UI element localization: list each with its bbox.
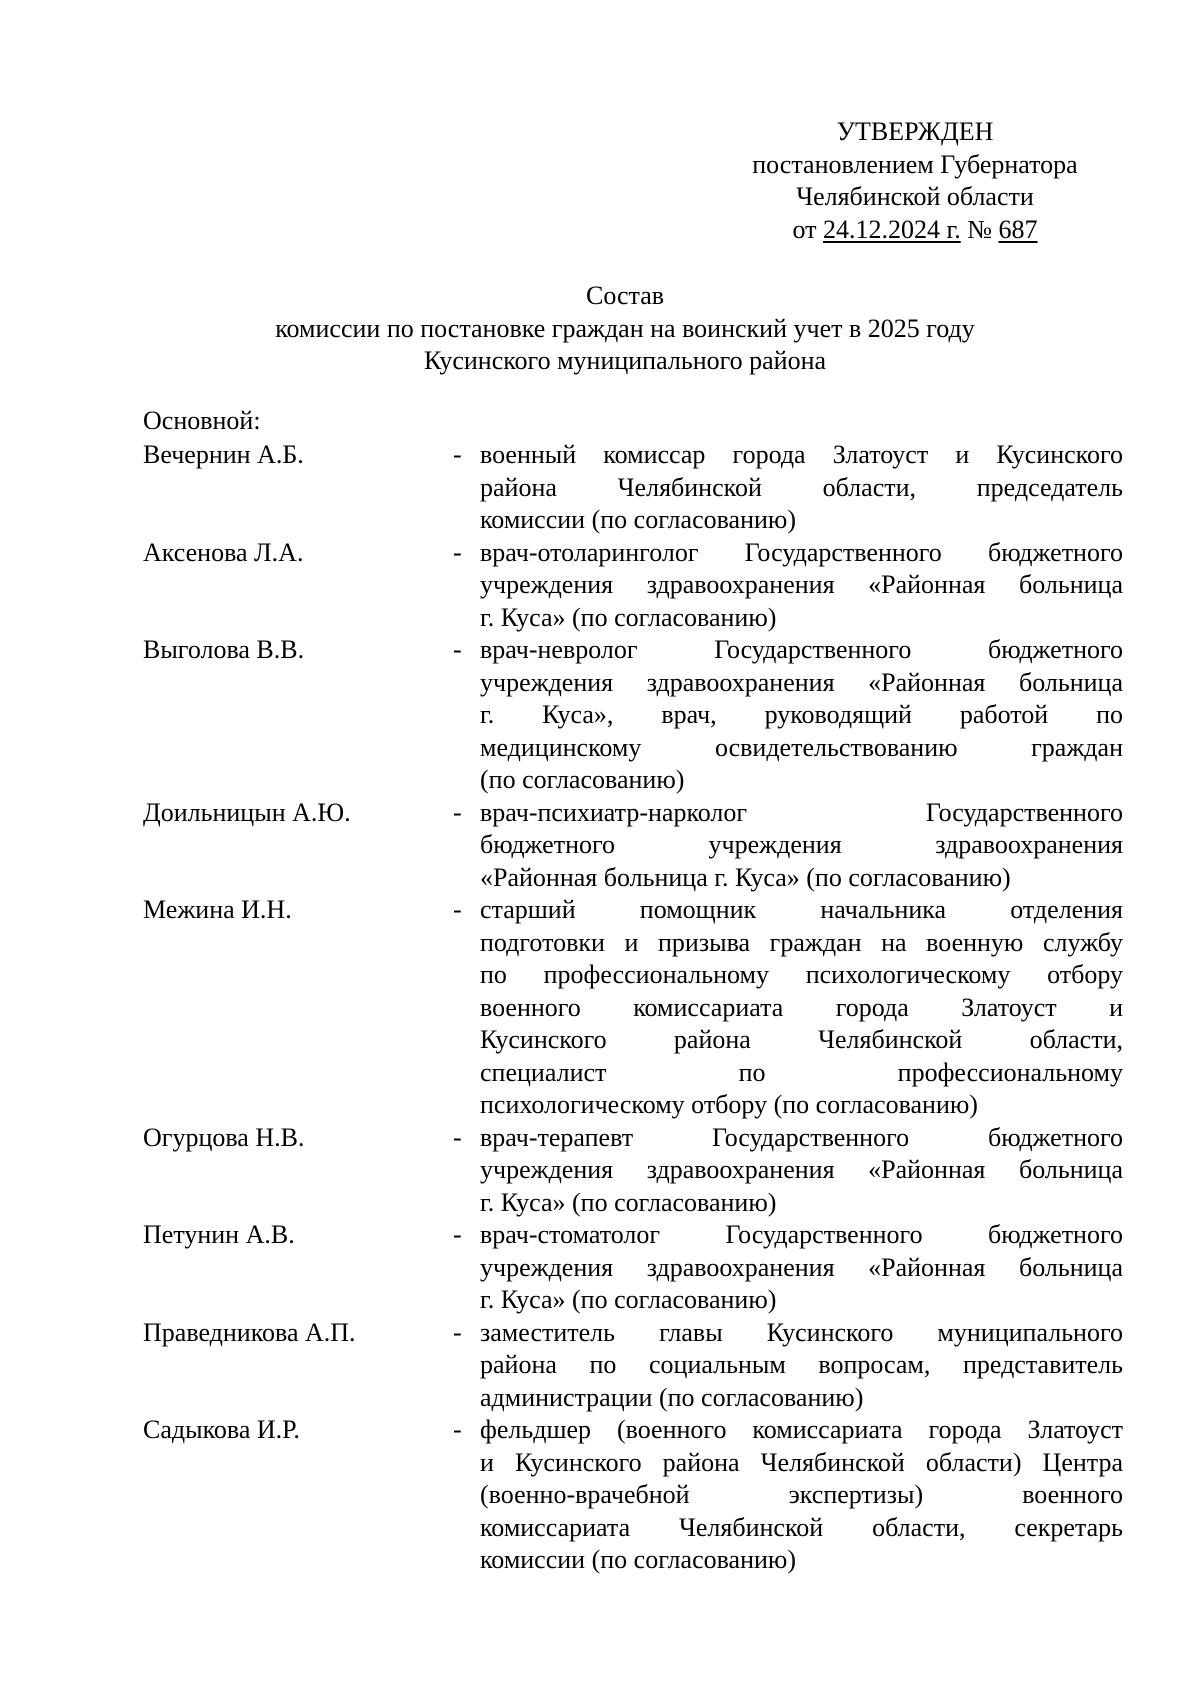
member-description-line: фельдшер (военного комиссариата города Златоуст xyxy=(480,1415,1123,1444)
member-name: Садыкова И.Р. xyxy=(143,1415,300,1444)
approval-date-prefix: от xyxy=(792,214,823,244)
member-name: Межина И.Н. xyxy=(143,895,292,924)
member-description-line: врач-терапевт Государственного бюджетного xyxy=(480,1122,1123,1152)
member-description-line: психологическому отбору (по согласованию) xyxy=(480,1090,978,1119)
member-description-line: подготовки и призыва граждан на военную службу xyxy=(480,927,1123,957)
member-dash: - xyxy=(453,797,462,827)
member-description-line: военного комиссариата города Златоуст и xyxy=(480,992,1123,1022)
member-row xyxy=(143,1219,1123,1317)
member-row xyxy=(143,537,1123,635)
member-row xyxy=(143,1317,1123,1415)
member-name: Праведникова А.П. xyxy=(143,1317,356,1347)
member-row xyxy=(143,439,1123,537)
member-description-line: комиссии (по согласованию) xyxy=(480,505,796,534)
member-description-line: по профессиональному психологическому отбору xyxy=(480,960,1123,989)
member-description-line: учреждения здравоохранения «Районная больница xyxy=(480,1252,1123,1282)
member-description-line: врач-невролог Государственного бюджетного xyxy=(480,635,1123,664)
member-description-line: района Челябинской области, председатель xyxy=(480,472,1123,502)
member-description-line: военный комиссар города Златоуст и Кусинского xyxy=(480,440,1123,469)
member-description-line: (военно-врачебной экспертизы) военного xyxy=(480,1480,1123,1509)
member-description-line: комиссариата Челябинской области, секретарь xyxy=(480,1512,1123,1542)
member-description-line: г. Куса» (по согласованию) xyxy=(480,602,777,632)
member-description xyxy=(480,894,1123,1122)
member-description-line: медицинскому освидетельствованию граждан xyxy=(480,732,1123,762)
approval-decree: постановлением Губернатора xyxy=(752,149,1078,179)
member-description-line: г. Куса» (по согласованию) xyxy=(480,1285,777,1314)
member-name: Аксенова Л.А. xyxy=(143,537,304,567)
member-description xyxy=(480,1317,1123,1415)
approval-date: 24.12.2024 г. xyxy=(822,214,961,244)
approval-block xyxy=(700,116,1130,246)
approval-number: 687 xyxy=(998,214,1038,244)
member-description xyxy=(480,1219,1123,1317)
member-description-line: врач-психиатр-нарколог Государственного xyxy=(480,797,1123,827)
approval-date-line xyxy=(700,214,1130,247)
member-dash: - xyxy=(453,537,462,567)
members-list xyxy=(143,439,1123,1577)
member-description-line: заместитель главы Кусинского муниципального xyxy=(480,1317,1123,1347)
member-description-line: администрации (по согласованию) xyxy=(480,1382,864,1412)
member-row xyxy=(143,894,1123,1122)
member-description-line: учреждения здравоохранения «Районная больница xyxy=(480,570,1123,599)
member-dash: - xyxy=(453,635,462,664)
member-description xyxy=(480,634,1123,797)
member-dash: - xyxy=(453,440,462,469)
member-description-line: Кусинского района Челябинской области, xyxy=(480,1025,1123,1054)
member-description-line: старший помощник начальника отделения xyxy=(480,895,1123,924)
member-name: Вечернин А.Б. xyxy=(143,440,304,469)
member-description xyxy=(480,1414,1123,1577)
member-description-line: г. Куса» (по согласованию) xyxy=(480,1187,777,1217)
member-row xyxy=(143,1414,1123,1577)
member-description xyxy=(480,1122,1123,1220)
member-description-line: специалист по профессиональному xyxy=(480,1057,1123,1087)
member-description xyxy=(480,439,1123,537)
member-description-line: учреждения здравоохранения «Районная больница xyxy=(480,1155,1123,1184)
member-description-line: учреждения здравоохранения «Районная больница xyxy=(480,667,1123,697)
approval-number-prefix: № xyxy=(960,214,999,244)
heading-district: Кусинского муниципального района xyxy=(423,346,827,375)
section-label: Основной: xyxy=(143,406,261,435)
approval-title: УТВЕРЖДЕН xyxy=(836,117,994,146)
member-name: Петунин А.В. xyxy=(143,1220,295,1249)
member-description xyxy=(480,797,1123,895)
member-description-line: (по согласованию) xyxy=(480,765,685,794)
approval-region: Челябинской области xyxy=(796,182,1034,211)
member-description-line: района по социальным вопросам, представитель xyxy=(480,1350,1123,1379)
heading-title: Состав xyxy=(585,281,665,310)
member-dash: - xyxy=(453,1317,462,1347)
member-description-line: бюджетного учреждения здравоохранения xyxy=(480,830,1123,859)
member-name: Выголова В.В. xyxy=(143,635,305,664)
document-heading xyxy=(150,280,1100,378)
member-dash: - xyxy=(453,1415,462,1444)
member-row xyxy=(143,1122,1123,1220)
member-name: Доильницын А.Ю. xyxy=(143,797,351,827)
member-description-line: врач-стоматолог Государственного бюджетного xyxy=(480,1220,1123,1249)
member-description-line: комиссии (по согласованию) xyxy=(480,1545,796,1574)
member-row xyxy=(143,797,1123,895)
member-description-line: «Районная больница г. Куса» (по согласованию) xyxy=(480,862,1011,892)
member-row xyxy=(143,634,1123,797)
member-description-line: и Кусинского района Челябинской области) Центра xyxy=(480,1447,1123,1477)
heading-subtitle: комиссии по постановке граждан на воинский учет в 2025 году xyxy=(275,313,975,343)
member-description-line: врач-отоларинголог Государственного бюджетного xyxy=(480,537,1123,567)
member-description xyxy=(480,537,1123,635)
member-dash: - xyxy=(453,1122,462,1152)
member-dash: - xyxy=(453,895,462,924)
member-description-line: г. Куса», врач, руководящий работой по xyxy=(480,700,1123,729)
member-dash: - xyxy=(453,1220,462,1249)
member-name: Огурцова Н.В. xyxy=(143,1122,305,1152)
